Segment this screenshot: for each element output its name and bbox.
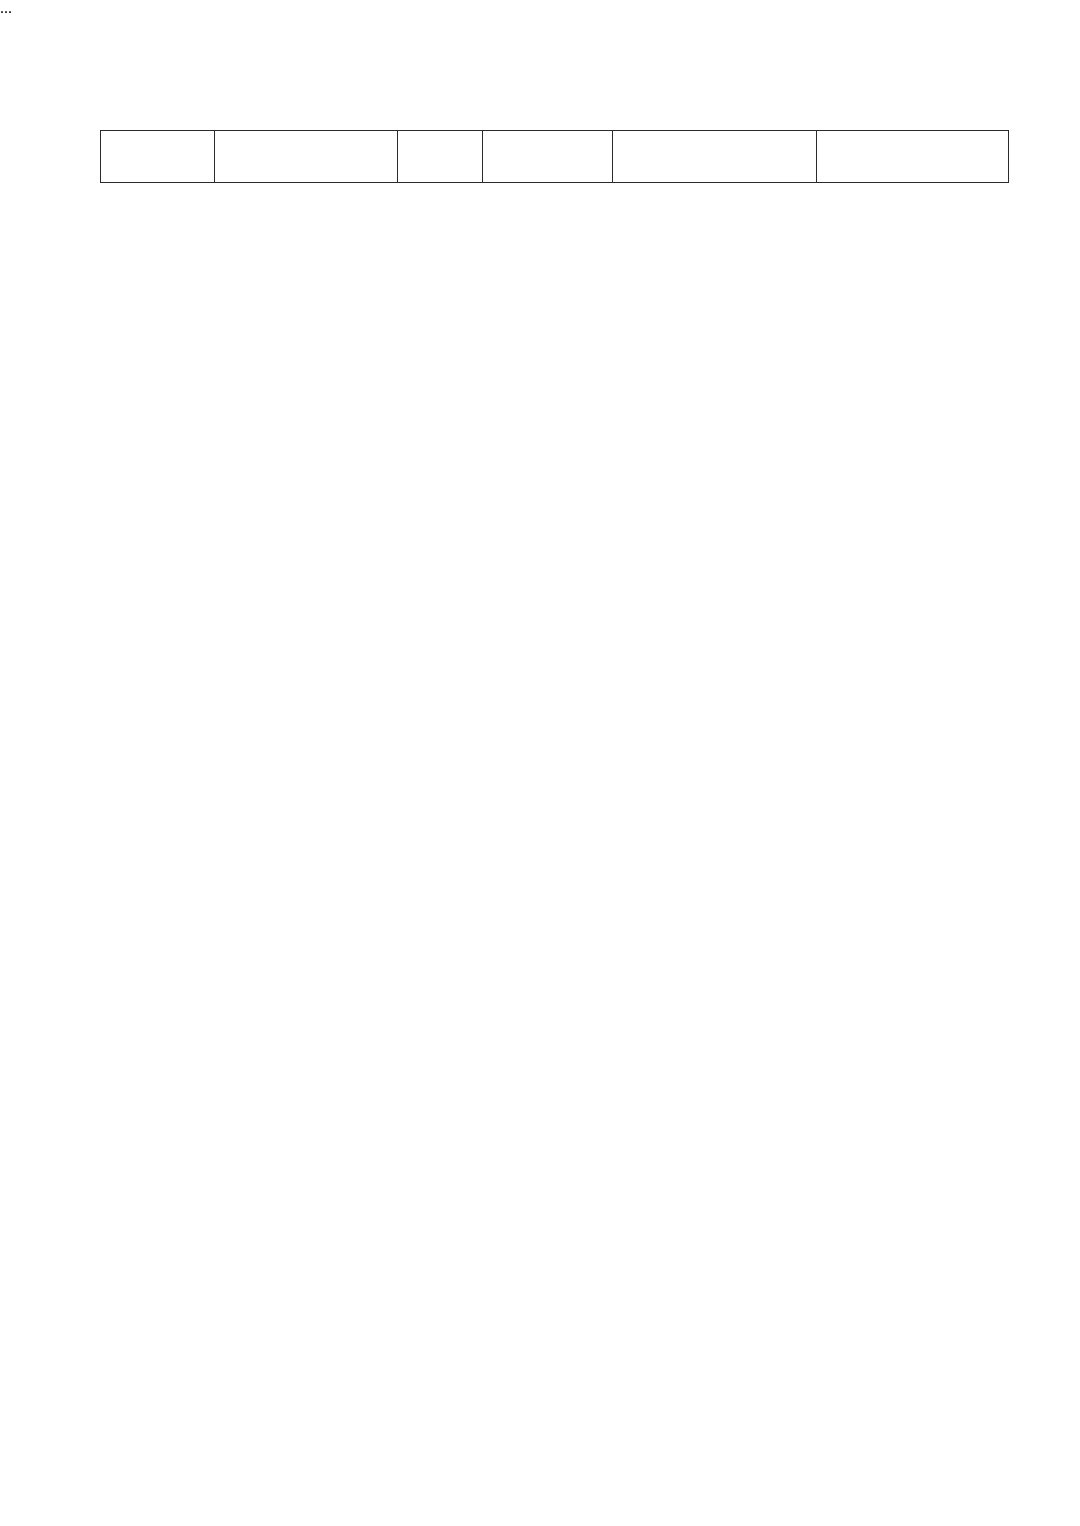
performance-table	[100, 130, 1009, 183]
indicator-actual-cell	[817, 131, 1009, 183]
output-description-cell	[215, 131, 398, 183]
page: ...	[0, 0, 1080, 1526]
indicator-name-cell	[483, 131, 613, 183]
indicator-target-cell	[613, 131, 817, 183]
table-row	[101, 131, 1009, 183]
section-label-cell	[101, 131, 215, 183]
category-cell-quality-cost	[398, 131, 483, 183]
